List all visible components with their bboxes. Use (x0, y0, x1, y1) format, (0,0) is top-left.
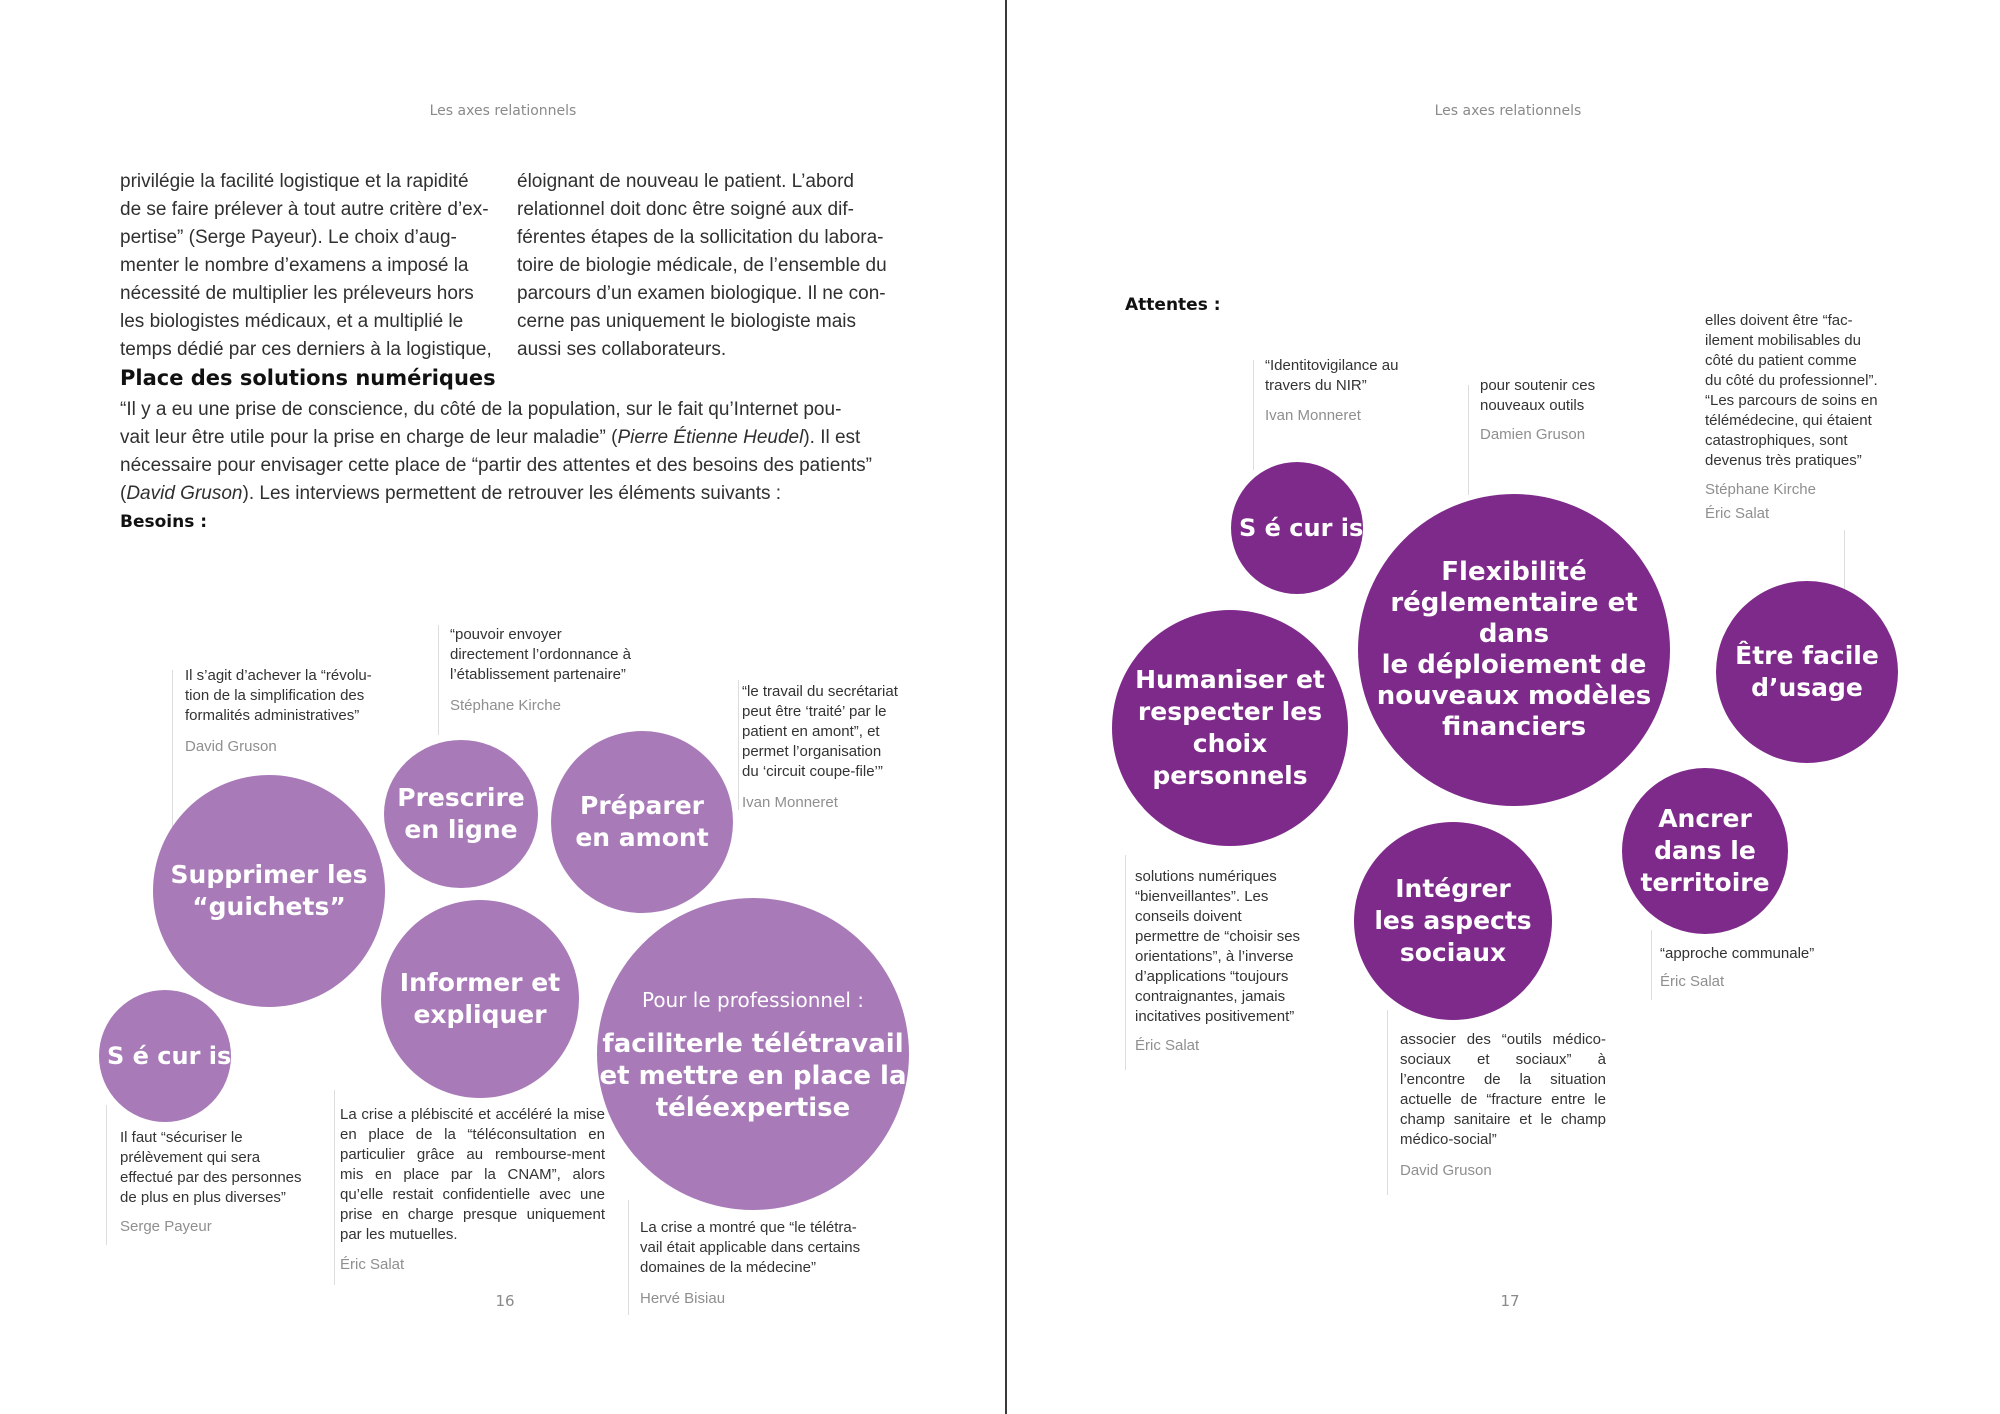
quote-note: associer des “outils médico-sociaux et sociaux” à l’encontre de la situation actuelle de “fracture entre le champ sanitaire et le champ médico-social” (1400, 1031, 1606, 1148)
attentes-label: Attentes : (1125, 295, 1221, 315)
text-column-1: privilégie la facilité logistique et la rapidité de se faire prélever à tout autre critère d’ex- pertise” (Serge Payeur). Le choix d’aug- menter le nombre d’examens a imposé la nécessité de multiplier les préleveurs hors les biologistes médicaux, et a multiplié le temps dédié par ces derniers à la logistique, (120, 171, 492, 360)
page-number: 16 (495, 1292, 515, 1310)
page-number: 17 (1500, 1292, 1520, 1310)
guide-line (106, 1105, 107, 1245)
quote-author: Éric Salat (1705, 505, 1770, 522)
guide-line (1387, 1010, 1388, 1195)
guide-line (1253, 360, 1254, 470)
bubble-ancrer: Ancrer dans le territoire (1622, 768, 1788, 934)
quote-note: Il s’agit d’achever la “révolu- tion de la simplification des formalités administratives” (185, 667, 372, 724)
quote-note: pour soutenir ces nouveaux outils (1480, 377, 1596, 414)
guide-line (1125, 855, 1126, 1070)
citation-author: David Gruson (126, 483, 243, 504)
page-right (1000, 0, 2000, 1414)
running-header: Les axes relationnels (1434, 103, 1582, 119)
bubble-integrer: Intégrer les aspects sociaux (1354, 822, 1552, 1020)
guide-line (334, 1090, 335, 1285)
section-title: Place des solutions numériques (120, 366, 496, 390)
quote-note: La crise a montré que “le télétra- vail était applicable dans certains domaines de la médecine” (640, 1219, 861, 1276)
quote-author: Stéphane Kirche (450, 697, 561, 714)
besoins-label: Besoins : (120, 512, 208, 532)
bubble-supprimer-guichets: Supprimer les “guichets” (153, 775, 385, 1007)
guide-line (1651, 930, 1652, 1000)
quote-note: elles doivent être “fac- ilement mobilisables du côté du patient comme du côté du professionnel”. “Les parcours de soins en télémédecine, qui étaient catastrophiques, sont devenus très pratiques” (1705, 312, 1878, 469)
bubble-prescrire-en-ligne: Prescrire en ligne (384, 740, 538, 888)
intro-paragraph: “Il y a eu une prise de conscience, du côté de la population, sur le fait qu’Internet pou- vait leur être utile pour la prise en charge de leur maladie” (Pierre Étienne Heudel). Il est nécessaire pour envisager cette place de “partir des attentes et des besoins des patients” (David Gruson). Les interviews permettent de retrouver les éléments suivants : (120, 399, 872, 504)
quote-author: Ivan Monneret (742, 794, 838, 811)
bubble-informer-expliquer: Informer et expliquer (381, 900, 579, 1098)
quote-author: Éric Salat (1660, 973, 1725, 990)
quote-note: “Identitovigilance au travers du NIR” (1265, 357, 1399, 394)
quote-note: solutions numériques “bienveillantes”. Les conseils doivent permettre de “choisir ses orientations”, à l’inverse d’applications “toujours contraignantes, jamais incitatives positivement” (1135, 868, 1301, 1025)
quote-note: “approche communale” (1660, 945, 1815, 962)
running-header: Les axes relationnels (429, 103, 577, 119)
quote-author: Serge Payeur (120, 1218, 212, 1235)
bubble-etre-facile: Être facile d’usage (1716, 581, 1898, 763)
bubble-preparer-en-amont: Préparer en amont (551, 731, 733, 913)
guide-line (1844, 530, 1845, 590)
quote-note: Il faut “sécuriser le prélèvement qui sera effectué par des personnes de plus en plus diverses” (120, 1129, 302, 1206)
text-column-2: éloignant de nouveau le patient. L’abord relationnel doit donc être soigné aux dif- férentes étapes de la sollicitation du labora- toire de biologie médicale, de l’ensemble du parcours d’un examen biologique. Il ne con- cerne pas uniquement le biologiste mais aussi ses collaborateurs. (517, 171, 887, 360)
citation-author: Pierre Étienne Heudel (617, 427, 804, 448)
quote-author: Hervé Bisiau (640, 1290, 726, 1307)
bubble-securiser: S é cur ise (1231, 462, 1363, 594)
bubble-flexibilite: Flexibilité réglementaire et dans le déploiement de nouveaux modèles financiers (1358, 494, 1670, 806)
guide-line (172, 670, 173, 830)
bubble-professionnel: Pour le professionnel : faciliterle télétravail et mettre en place la téléexpertise (597, 898, 909, 1210)
quote-author: Éric Salat (1135, 1037, 1200, 1054)
bubble-humaniser: Humaniser et respecter les choix personnels (1112, 610, 1348, 846)
quote-note: “le travail du secrétariat peut être ‘traité’ par le patient en amont”, et permet l’organisation du ‘circuit coupe-file’” (742, 683, 898, 780)
guide-line (1468, 385, 1469, 495)
guide-line (738, 680, 739, 810)
quote-author: David Gruson (185, 738, 277, 755)
quote-author: David Gruson (1400, 1162, 1492, 1179)
quote-author: Ivan Monneret (1265, 407, 1361, 424)
quote-author: Stéphane Kirche (1705, 481, 1816, 498)
guide-line (628, 1200, 629, 1315)
bubble-securiser: S é cur ise (99, 990, 231, 1122)
quote-author: Éric Salat (340, 1256, 405, 1273)
quote-note: La crise a plébiscité et accéléré la mise en place de la “téléconsultation en particulier grâce au rembourse-ment mis en place par la CNAM”, alors qu’elle restait confidentielle avec une prise en charge presque uniquement par les mutuelles. (340, 1106, 605, 1243)
quote-note: “pouvoir envoyer directement l’ordonnance à l’établissement partenaire” (450, 626, 631, 683)
guide-line (438, 625, 439, 735)
quote-author: Damien Gruson (1480, 426, 1586, 443)
